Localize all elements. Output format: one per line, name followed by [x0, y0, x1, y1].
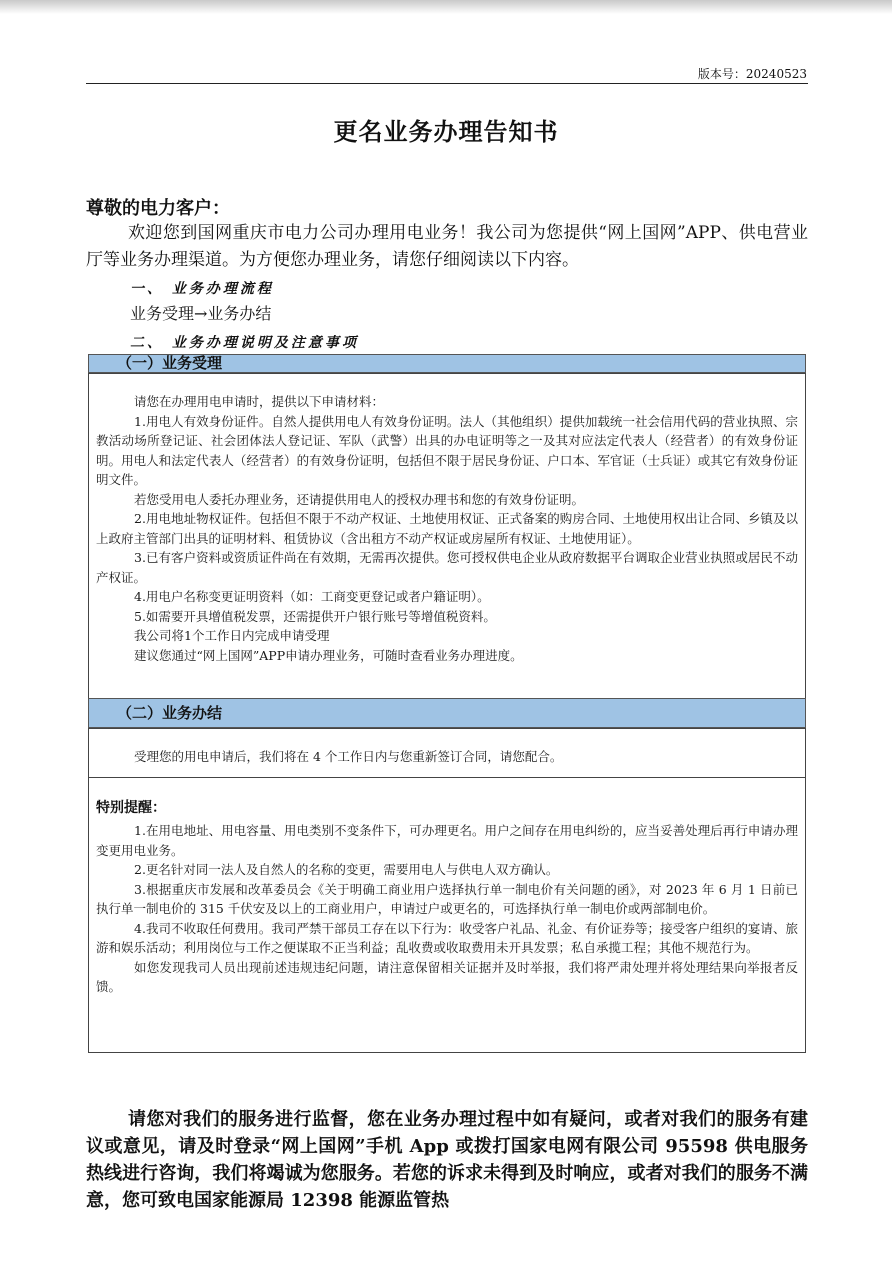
acceptance-paragraph: 建议您通过“网上国网”APP申请办理业务，可随时查看业务办理进度。 — [134, 647, 523, 663]
section-heading-notes: 二、 业务办理说明及注意事项 — [130, 335, 359, 351]
completion-content — [96, 747, 798, 767]
bar-acceptance: （一）业务受理 — [88, 354, 806, 373]
notice-content — [96, 797, 798, 997]
notice-paragraph: 1.在用电地址、用电容量、用电类别不变条件下，可办理更名。用户之间存在用电纠纷的，应当妥善处理后再行申请办理变更用电业务。 — [96, 823, 798, 858]
acceptance-paragraph: 我公司将1个工作日内完成申请受理 — [134, 628, 330, 643]
document-title: 更名业务办理告知书 — [333, 117, 559, 146]
divider — [88, 777, 806, 778]
divider — [88, 728, 806, 729]
acceptance-paragraph: 2.用电地址物权证件。包括但不限于不动产权证、土地使用权证、正式备案的购房合同、土地使用权出让合同、乡镇及以上政府主管部门出具的证明材料、租赁协议（含出租方不动产权证或房屋所有权证、土地使用证）。 — [96, 511, 798, 546]
notice-title: 特别提醒： — [96, 800, 166, 816]
page-top-shadow — [0, 0, 892, 14]
acceptance-paragraph: 5.如需要开具增值税发票，还需提供开户银行账号等增值税资料。 — [134, 608, 496, 624]
notice-paragraph: 如您发现我司人员出现前述违规违纪问题，请注意保留相关证据并及时举报，我们将严肃处理并将处理结果向举报者反馈。 — [96, 959, 798, 994]
version-number: 版本号：20240523 — [697, 67, 807, 81]
notice-paragraph: 2.更名针对同一法人及自然人的名称的变更，需要用电人与供电人双方确认。 — [134, 862, 559, 877]
acceptance-paragraph: 若您受用电人委托办理业务，还请提供用电人的授权办理书和您的有效身份证明。 — [134, 491, 585, 507]
greeting: 尊敬的电力客户： — [86, 198, 230, 219]
table-bottom-border — [88, 1052, 806, 1053]
closing-paragraph: 请您对我们的服务进行监督，您在业务办理过程中如有疑问，或者对我们的服务有建议或意见，请及时登录“网上国网”手机 App 或拨打国家电网有限公司 95598 供电服务热线进行咨询，我们将竭诚为您服务。若您的诉求未得到及时响应，或者对我们的服务不满意，您可致电国家能源局 12398 能源监管热 — [86, 1109, 808, 1211]
bar-completion: （二）业务办结 — [88, 698, 806, 728]
process-flow: 业务受理→业务办结 — [130, 304, 272, 323]
intro-paragraph: 欢迎您到国网重庆市电力公司办理用电业务！我公司为您提供“网上国网”APP、供电营业厅等业务办理渠道。为方便您办理业务，请您仔细阅读以下内容。 — [86, 223, 808, 270]
header-rule — [86, 83, 808, 84]
notice-paragraph: 4.我司不收取任何费用。我司严禁干部员工存在以下行为：收受客户礼品、礼金、有价证券等；接受客户组织的宴请、旅游和娱乐活动；利用岗位与工作之便谋取不正当利益；乱收费或收取费用未开具发票；私自承揽工程；其他不规范行为。 — [96, 920, 798, 955]
acceptance-paragraph: 3.已有客户资料或资质证件尚在有效期，无需再次提供。您可授权供电企业从政府数据平台调取企业营业执照或居民不动产权证。 — [96, 550, 798, 585]
acceptance-paragraph: 4.用电户名称变更证明资料（如：工商变更登记或者户籍证明）。 — [134, 589, 490, 604]
acceptance-paragraph: 请您在办理用电申请时，提供以下申请材料： — [134, 394, 385, 409]
acceptance-paragraph: 1.用电人有效身份证件。自然人提供用电人有效身份证明。法人（其他组织）提供加载统一社会信用代码的营业执照、宗教活动场所登记证、社会团体法人登记证、军队（武警）出具的办电证明等之一及其对应法定代表人（经营者）的有效身份证明。用电人和法定代表人（经营者）的有效身份证明，包括但不限于居民身份证、户口本、军官证（士兵证）或其它有效身份证明文件。 — [96, 413, 798, 487]
divider — [88, 373, 806, 374]
notice-paragraph: 3.根据重庆市发展和改革委员会《关于明确工商业用户选择执行单一制电价有关问题的函》，对 2023 年 6 月 1 日前已执行单一制电价的 315 千伏安及以上的工商业用户，申请过户或更名的，可选择执行单一制电价或两部制电价。 — [96, 881, 798, 916]
section-heading-process: 一、 业务办理流程 — [130, 281, 274, 297]
completion-paragraph: 受理您的用电申请后，我们将在 4 个工作日内与您重新签订合同，请您配合。 — [134, 749, 563, 764]
acceptance-content — [96, 392, 798, 665]
